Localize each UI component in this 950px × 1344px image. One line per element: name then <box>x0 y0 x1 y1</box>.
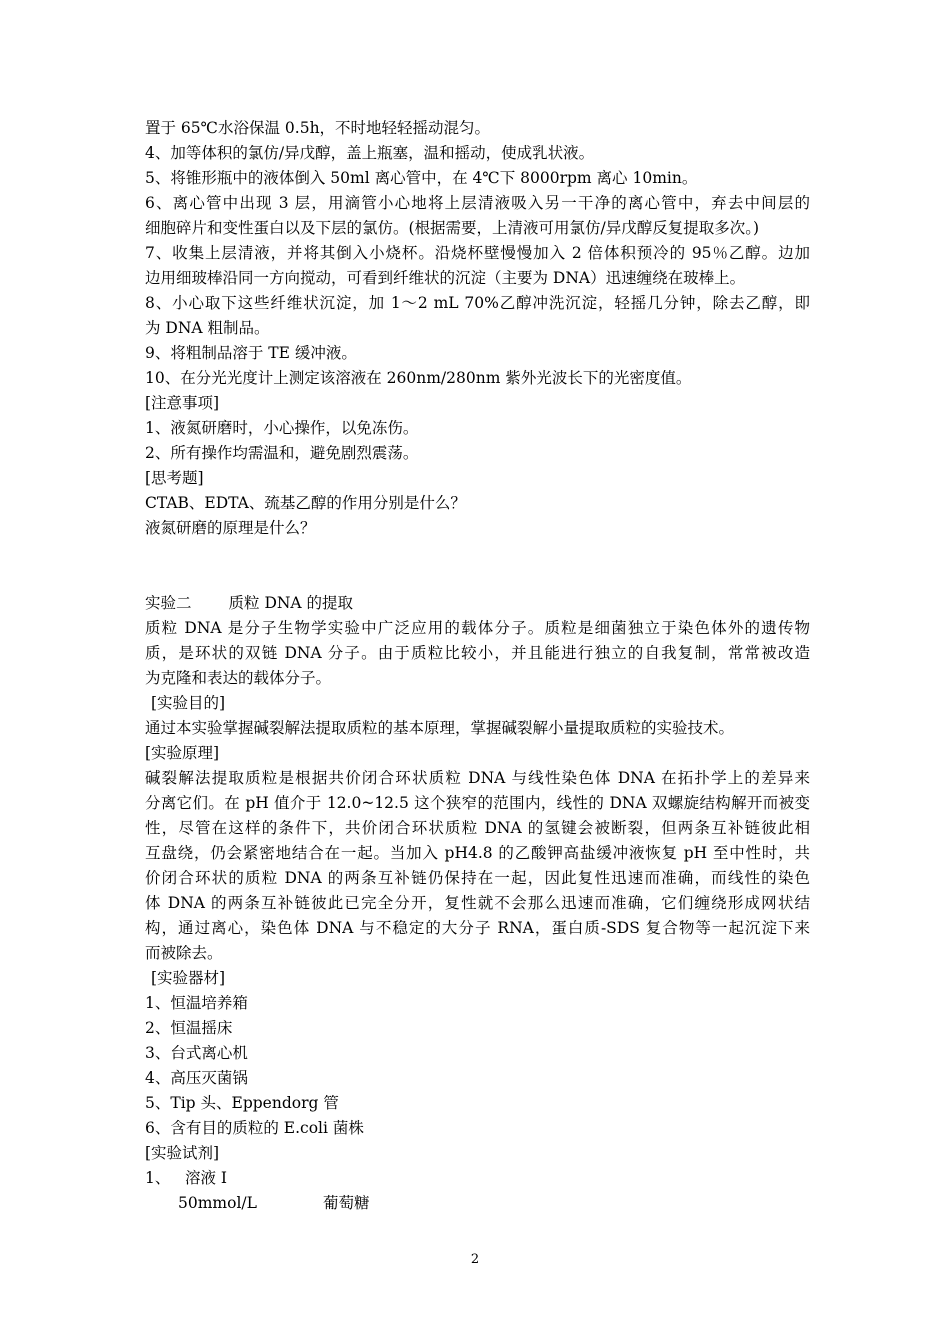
question-1: CTAB、EDTA、巯基乙醇的作用分别是什么？ <box>145 494 466 512</box>
intro-line-2: 质，是环状的双链 DNA 分子。由于质粒比较小，并且能进行独立的自我复制，常常被改造 <box>145 644 810 662</box>
note-1: 1、液氮研磨时，小心操作，以免冻伤。 <box>145 419 419 437</box>
notes-heading: [注意事项] <box>145 394 220 412</box>
equipment-item: 1、恒温培养箱 <box>145 994 248 1012</box>
step-9: 9、将粗制品溶于 TE 缓冲液。 <box>145 344 357 362</box>
step-6-line-1: 6、离心管中出现 3 层，用滴管小心地将上层清液吸入另一干净的离心管中，弃去中间层的 <box>145 194 810 212</box>
principle-heading: [实验原理] <box>145 744 220 762</box>
reagent-concentration: 50mmol/L <box>178 1194 257 1212</box>
questions-heading: [思考题] <box>145 469 204 487</box>
principle-line-2: 分离它们。在 pH 值介于 12.0~12.5 这个狭窄的范围内，线性的 DNA 双螺旋结构解开而被变 <box>145 794 810 812</box>
step-6-line-2: 细胞碎片和变性蛋白以及下层的氯仿。(根据需要，上清液可用氯仿/异戊醇反复提取多次。) <box>145 219 760 237</box>
purpose-heading: [实验目的] <box>151 694 226 712</box>
page-content <box>145 116 810 1216</box>
purpose-text: 通过本实验掌握碱裂解法提取质粒的基本原理，掌握碱裂解小量提取质粒的实验技术。 <box>145 719 735 737</box>
experiment-number: 实验二 <box>145 594 192 612</box>
equipment-item: 3、台式离心机 <box>145 1044 248 1062</box>
principle-line-5: 价闭合环状的质粒 DNA 的两条互补链仍保持在一起，因此复性迅速而准确，而线性的染色 <box>145 869 810 887</box>
equipment-item: 6、含有目的质粒的 E.coli 菌株 <box>145 1119 364 1137</box>
question-2: 液氮研磨的原理是什么？ <box>145 519 316 537</box>
principle-line-7: 构，通过离心，染色体 DNA 与不稳定的大分子 RNA，蛋白质-SDS 复合物等一起沉淀下来 <box>145 919 810 937</box>
principle-line-4: 互盘绕，仍会紧密地结合在一起。当加入 pH4.8 的乙酸钾高盐缓冲液恢复 pH 至中性时，共 <box>145 844 810 862</box>
step3-continuation: 置于 65℃水浴保温 0.5h，不时地轻轻摇动混匀。 <box>145 119 491 137</box>
step-7-line-2: 边用细玻棒沿同一方向搅动，可看到纤维状的沉淀（主要为 DNA）迅速缠绕在玻棒上。 <box>145 269 746 287</box>
step-8-line-1: 8、小心取下这些纤维状沉淀，加 1～2 mL 70%乙醇冲洗沉淀，轻摇几分钟，除去乙醇，即 <box>145 294 810 312</box>
reagent-name: 溶液 I <box>185 1169 228 1187</box>
reagent-number: 1、 <box>145 1169 171 1187</box>
intro-line-3: 为克隆和表达的载体分子。 <box>145 669 332 687</box>
intro-line-1: 质粒 DNA 是分子生物学实验中广泛应用的载体分子。质粒是细菌独立于染色体外的遗传物 <box>145 619 810 637</box>
principle-line-6: 体 DNA 的两条互补链彼此已完全分开，复性就不会那么迅速而准确，它们缠绕形成网状结 <box>145 894 810 912</box>
equipment-heading: [实验器材] <box>151 969 226 987</box>
experiment-name: 质粒 DNA 的提取 <box>228 594 354 612</box>
step-10: 10、在分光光度计上测定该溶液在 260nm/280nm 紫外光波长下的光密度值。 <box>145 369 692 387</box>
step-7-line-1: 7、收集上层清液，并将其倒入小烧杯。沿烧杯壁慢慢加入 2 倍体积预冷的 95％乙醇。边加 <box>145 244 810 262</box>
section-gap <box>145 541 810 591</box>
reagent-item <box>145 1166 810 1191</box>
reagent-component <box>145 1191 810 1216</box>
note-2: 2、所有操作均需温和，避免剧烈震荡。 <box>145 444 419 462</box>
principle-line-3: 性，尽管在这样的条件下，共价闭合环状质粒 DNA 的氢键会被断裂，但两条互补链彼此相 <box>145 819 810 837</box>
experiment-title <box>145 591 810 616</box>
page-number: 2 <box>470 1252 480 1267</box>
reagent-component-name: 葡萄糖 <box>323 1194 370 1212</box>
principle-line-1: 碱裂解法提取质粒是根据共价闭合环状质粒 DNA 与线性染色体 DNA 在拓扑学上的差异来 <box>145 769 810 787</box>
equipment-item: 5、Tip 头、Eppendorg 管 <box>145 1094 339 1112</box>
equipment-item: 2、恒温摇床 <box>145 1019 233 1037</box>
reagents-heading: [实验试剂] <box>145 1144 220 1162</box>
step-5: 5、将锥形瓶中的液体倒入 50ml 离心管中，在 4℃下 8000rpm 离心 10min。 <box>145 169 698 187</box>
equipment-item: 4、高压灭菌锅 <box>145 1069 248 1087</box>
step-8-line-2: 为 DNA 粗制品。 <box>145 319 270 337</box>
step-4: 4、加等体积的氯仿/异戊醇，盖上瓶塞，温和摇动，使成乳状液。 <box>145 144 595 162</box>
principle-line-8: 而被除去。 <box>145 944 223 962</box>
